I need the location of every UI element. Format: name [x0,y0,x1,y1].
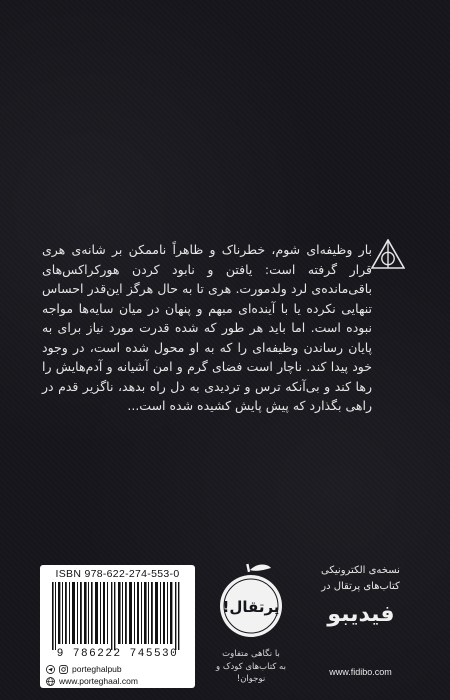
blurb-text: بار وظیفه‌ای شوم، خطرناک و ظاهراً ناممکن بر شانه‌ی هری قرار گرفته است: یافتن و نابود کردن هورکراکس‌های باقی‌مانده‌ی لرد ولدمورت. هری تا به حال هرگز این‌قدر احساس تنهایی نکرده یا با آینده‌ای مبهم و پنهان در میان سایه‌ها مواجه نبوده است. اما باید هر طور که شده قدرت مورد نیاز برای به پایان رساندن وظیفه‌ای را که به او محول شده است، در وجود خود پیدا کند. ناچار است فضای گرم و امن آشیانه و آدم‌هایش را رها کند و بی‌آنکه ترس و تردیدی به دل راه بدهد، ناگزیر قدم در راهی بگذارد که پیش پایش کشیده شده است... [42,242,372,413]
fidibo-logo [322,599,400,627]
publisher-logo-text: پرتقال! [222,598,280,616]
publisher-tagline-2: به کتاب‌های کودک و نوجوان! [216,662,286,684]
instagram-icon[interactable] [59,665,68,674]
telegram-icon[interactable] [46,665,55,674]
deathly-hallows-icon [371,239,405,269]
globe-icon [46,677,55,686]
isbn-number: ISBN 978-622-274-553-0 [55,568,180,580]
website-row [46,675,190,687]
fidibo-block [308,565,413,685]
barcode-bars [48,582,188,650]
fidibo-line-2: کتاب‌های پرتقال در [321,581,400,592]
fidibo-url[interactable]: www.fidibo.com [329,667,392,677]
fidibo-line-1: نسخه‌ی الکترونیکی [321,565,400,576]
publisher-tagline-1: با نگاهی متفاوت [222,649,280,659]
barcode-panel [40,565,195,688]
social-row [46,663,190,675]
publisher-logo [216,562,286,642]
publisher-block [206,562,294,686]
website-link[interactable]: www.porteghaal.com [59,676,138,686]
social-handle[interactable]: porteghalpub [72,664,122,674]
barcode-digits: 9 786222 745530 [56,648,179,660]
fidibo-logo-text: فیدیبو [327,602,395,627]
